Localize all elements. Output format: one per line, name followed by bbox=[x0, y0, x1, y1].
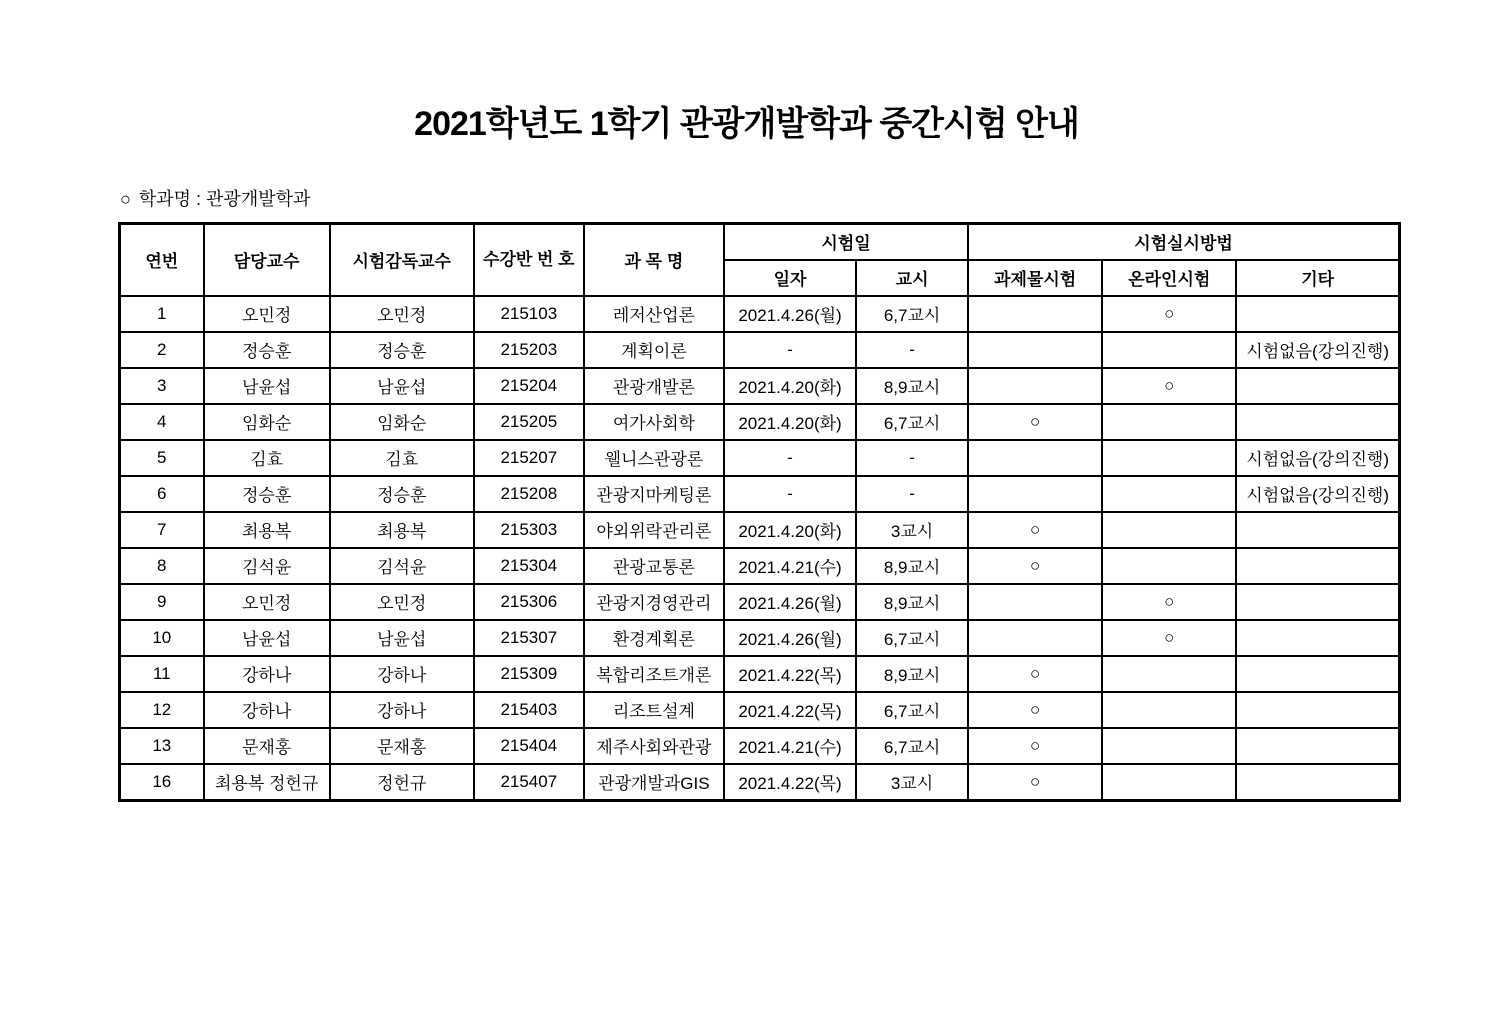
cell-subject: 리조트설계 bbox=[584, 692, 724, 728]
header-exam-date-group: 시험일 bbox=[724, 223, 968, 260]
cell-subject: 관광개발론 bbox=[584, 368, 724, 404]
cell-assignment-mark: ○ bbox=[968, 512, 1102, 548]
exam-schedule-table bbox=[118, 222, 1401, 802]
cell-date: - bbox=[724, 476, 856, 512]
table-row bbox=[120, 548, 1400, 584]
cell-supervisor: 최용복 bbox=[330, 512, 474, 548]
department-label bbox=[120, 185, 1493, 211]
cell-assignment-mark: ○ bbox=[968, 728, 1102, 764]
cell-online-mark bbox=[1102, 332, 1236, 368]
table-row bbox=[120, 692, 1400, 728]
cell-online-mark bbox=[1102, 728, 1236, 764]
cell-no: 13 bbox=[120, 728, 204, 764]
cell-online-mark bbox=[1102, 476, 1236, 512]
table-row bbox=[120, 296, 1400, 332]
cell-etc bbox=[1236, 692, 1399, 728]
cell-etc bbox=[1236, 368, 1399, 404]
header-supervisor: 시험감독교수 bbox=[330, 223, 474, 296]
cell-period: 3교시 bbox=[856, 764, 968, 801]
header-professor: 담당교수 bbox=[204, 223, 330, 296]
header-no: 연번 bbox=[120, 223, 204, 296]
table-row bbox=[120, 332, 1400, 368]
cell-etc bbox=[1236, 656, 1399, 692]
table-row bbox=[120, 368, 1400, 404]
table-body bbox=[120, 296, 1400, 801]
cell-online-mark: ○ bbox=[1102, 296, 1236, 332]
cell-no: 4 bbox=[120, 404, 204, 440]
cell-supervisor: 남윤섭 bbox=[330, 620, 474, 656]
cell-professor: 김석윤 bbox=[204, 548, 330, 584]
cell-etc bbox=[1236, 512, 1399, 548]
circle-bullet-icon: ○ bbox=[120, 188, 131, 209]
cell-subject: 복합리조트개론 bbox=[584, 656, 724, 692]
cell-etc bbox=[1236, 620, 1399, 656]
cell-etc bbox=[1236, 296, 1399, 332]
table-row bbox=[120, 584, 1400, 620]
cell-supervisor: 강하나 bbox=[330, 656, 474, 692]
table-row bbox=[120, 512, 1400, 548]
table-row bbox=[120, 476, 1400, 512]
cell-period: - bbox=[856, 332, 968, 368]
cell-professor: 강하나 bbox=[204, 656, 330, 692]
cell-assignment-mark: ○ bbox=[968, 764, 1102, 801]
cell-no: 16 bbox=[120, 764, 204, 801]
cell-supervisor: 남윤섭 bbox=[330, 368, 474, 404]
cell-assignment-mark bbox=[968, 476, 1102, 512]
cell-professor: 문재홍 bbox=[204, 728, 330, 764]
cell-period: 8,9교시 bbox=[856, 548, 968, 584]
cell-date: - bbox=[724, 332, 856, 368]
cell-class-no: 215208 bbox=[474, 476, 584, 512]
cell-no: 12 bbox=[120, 692, 204, 728]
table-row bbox=[120, 440, 1400, 476]
cell-no: 7 bbox=[120, 512, 204, 548]
cell-date: 2021.4.22(목) bbox=[724, 656, 856, 692]
cell-period: 6,7교시 bbox=[856, 404, 968, 440]
cell-assignment-mark bbox=[968, 620, 1102, 656]
cell-no: 5 bbox=[120, 440, 204, 476]
cell-date: 2021.4.21(수) bbox=[724, 728, 856, 764]
cell-etc bbox=[1236, 404, 1399, 440]
cell-professor: 강하나 bbox=[204, 692, 330, 728]
header-period: 교시 bbox=[856, 260, 968, 296]
cell-supervisor: 정헌규 bbox=[330, 764, 474, 801]
page-title: 2021학년도 1학기 관광개발학과 중간시험 안내 bbox=[414, 105, 1079, 143]
cell-date: 2021.4.21(수) bbox=[724, 548, 856, 584]
cell-assignment-mark: ○ bbox=[968, 692, 1102, 728]
cell-subject: 제주사회와관광 bbox=[584, 728, 724, 764]
cell-etc: 시험없음(강의진행) bbox=[1236, 476, 1399, 512]
cell-supervisor: 정승훈 bbox=[330, 476, 474, 512]
cell-professor: 오민정 bbox=[204, 296, 330, 332]
cell-online-mark bbox=[1102, 548, 1236, 584]
cell-subject: 웰니스관광론 bbox=[584, 440, 724, 476]
cell-subject: 계획이론 bbox=[584, 332, 724, 368]
cell-etc bbox=[1236, 728, 1399, 764]
cell-period: 6,7교시 bbox=[856, 296, 968, 332]
header-row-top bbox=[120, 223, 1400, 260]
cell-online-mark bbox=[1102, 404, 1236, 440]
cell-professor: 정승훈 bbox=[204, 476, 330, 512]
cell-class-no: 215205 bbox=[474, 404, 584, 440]
cell-assignment-mark: ○ bbox=[968, 404, 1102, 440]
cell-date: 2021.4.22(목) bbox=[724, 764, 856, 801]
header-subject: 과 목 명 bbox=[584, 223, 724, 296]
cell-no: 10 bbox=[120, 620, 204, 656]
cell-professor: 남윤섭 bbox=[204, 368, 330, 404]
cell-supervisor: 임화순 bbox=[330, 404, 474, 440]
cell-date: 2021.4.26(월) bbox=[724, 620, 856, 656]
cell-class-no: 215204 bbox=[474, 368, 584, 404]
cell-date: - bbox=[724, 440, 856, 476]
cell-class-no: 215306 bbox=[474, 584, 584, 620]
table-row bbox=[120, 404, 1400, 440]
cell-class-no: 215103 bbox=[474, 296, 584, 332]
cell-etc: 시험없음(강의진행) bbox=[1236, 332, 1399, 368]
cell-subject: 야외위락관리론 bbox=[584, 512, 724, 548]
table-row bbox=[120, 620, 1400, 656]
cell-supervisor: 김석윤 bbox=[330, 548, 474, 584]
header-method-group: 시험실시방법 bbox=[968, 223, 1399, 260]
cell-online-mark bbox=[1102, 440, 1236, 476]
cell-period: 6,7교시 bbox=[856, 620, 968, 656]
cell-class-no: 215407 bbox=[474, 764, 584, 801]
cell-supervisor: 문재홍 bbox=[330, 728, 474, 764]
header-online: 온라인시험 bbox=[1102, 260, 1236, 296]
cell-online-mark: ○ bbox=[1102, 368, 1236, 404]
cell-period: - bbox=[856, 440, 968, 476]
cell-no: 6 bbox=[120, 476, 204, 512]
cell-no: 3 bbox=[120, 368, 204, 404]
table-row bbox=[120, 728, 1400, 764]
cell-online-mark bbox=[1102, 692, 1236, 728]
cell-supervisor: 오민정 bbox=[330, 584, 474, 620]
cell-supervisor: 강하나 bbox=[330, 692, 474, 728]
cell-subject: 관광지마케팅론 bbox=[584, 476, 724, 512]
cell-etc bbox=[1236, 584, 1399, 620]
table-row bbox=[120, 656, 1400, 692]
cell-subject: 관광지경영관리 bbox=[584, 584, 724, 620]
cell-date: 2021.4.20(화) bbox=[724, 512, 856, 548]
cell-supervisor: 정승훈 bbox=[330, 332, 474, 368]
cell-etc bbox=[1236, 764, 1399, 801]
cell-class-no: 215403 bbox=[474, 692, 584, 728]
cell-no: 9 bbox=[120, 584, 204, 620]
cell-professor: 최용복 정헌규 bbox=[204, 764, 330, 801]
cell-period: 3교시 bbox=[856, 512, 968, 548]
cell-class-no: 215309 bbox=[474, 656, 584, 692]
cell-online-mark bbox=[1102, 656, 1236, 692]
cell-class-no: 215203 bbox=[474, 332, 584, 368]
cell-no: 8 bbox=[120, 548, 204, 584]
cell-assignment-mark: ○ bbox=[968, 548, 1102, 584]
cell-period: 6,7교시 bbox=[856, 692, 968, 728]
department-label-text: 학과명 : 관광개발학과 bbox=[138, 188, 311, 209]
cell-period: 8,9교시 bbox=[856, 656, 968, 692]
cell-supervisor: 김효 bbox=[330, 440, 474, 476]
cell-supervisor: 오민정 bbox=[330, 296, 474, 332]
header-assignment: 과제물시험 bbox=[968, 260, 1102, 296]
cell-professor: 오민정 bbox=[204, 584, 330, 620]
cell-date: 2021.4.22(목) bbox=[724, 692, 856, 728]
table-row bbox=[120, 764, 1400, 801]
header-etc: 기타 bbox=[1236, 260, 1399, 296]
cell-no: 1 bbox=[120, 296, 204, 332]
cell-online-mark: ○ bbox=[1102, 584, 1236, 620]
cell-etc bbox=[1236, 548, 1399, 584]
cell-etc: 시험없음(강의진행) bbox=[1236, 440, 1399, 476]
cell-professor: 정승훈 bbox=[204, 332, 330, 368]
cell-assignment-mark bbox=[968, 296, 1102, 332]
table-header bbox=[120, 223, 1400, 296]
cell-class-no: 215303 bbox=[474, 512, 584, 548]
cell-assignment-mark bbox=[968, 440, 1102, 476]
cell-assignment-mark: ○ bbox=[968, 656, 1102, 692]
cell-assignment-mark bbox=[968, 332, 1102, 368]
cell-class-no: 215207 bbox=[474, 440, 584, 476]
cell-period: 8,9교시 bbox=[856, 584, 968, 620]
cell-date: 2021.4.20(화) bbox=[724, 368, 856, 404]
cell-subject: 레저산업론 bbox=[584, 296, 724, 332]
header-class-no: 수강반 번 호 bbox=[474, 223, 584, 296]
cell-online-mark: ○ bbox=[1102, 620, 1236, 656]
cell-subject: 여가사회학 bbox=[584, 404, 724, 440]
cell-no: 11 bbox=[120, 656, 204, 692]
cell-online-mark bbox=[1102, 512, 1236, 548]
header-date: 일자 bbox=[724, 260, 856, 296]
cell-class-no: 215307 bbox=[474, 620, 584, 656]
cell-professor: 김효 bbox=[204, 440, 330, 476]
cell-class-no: 215404 bbox=[474, 728, 584, 764]
cell-professor: 남윤섭 bbox=[204, 620, 330, 656]
cell-no: 2 bbox=[120, 332, 204, 368]
cell-professor: 임화순 bbox=[204, 404, 330, 440]
cell-period: 6,7교시 bbox=[856, 728, 968, 764]
cell-date: 2021.4.20(화) bbox=[724, 404, 856, 440]
cell-assignment-mark bbox=[968, 368, 1102, 404]
cell-online-mark bbox=[1102, 764, 1236, 801]
cell-assignment-mark bbox=[968, 584, 1102, 620]
cell-class-no: 215304 bbox=[474, 548, 584, 584]
cell-period: 8,9교시 bbox=[856, 368, 968, 404]
cell-subject: 관광개발과GIS bbox=[584, 764, 724, 801]
cell-date: 2021.4.26(월) bbox=[724, 584, 856, 620]
cell-period: - bbox=[856, 476, 968, 512]
cell-professor: 최용복 bbox=[204, 512, 330, 548]
cell-date: 2021.4.26(월) bbox=[724, 296, 856, 332]
cell-subject: 관광교통론 bbox=[584, 548, 724, 584]
cell-subject: 환경계획론 bbox=[584, 620, 724, 656]
